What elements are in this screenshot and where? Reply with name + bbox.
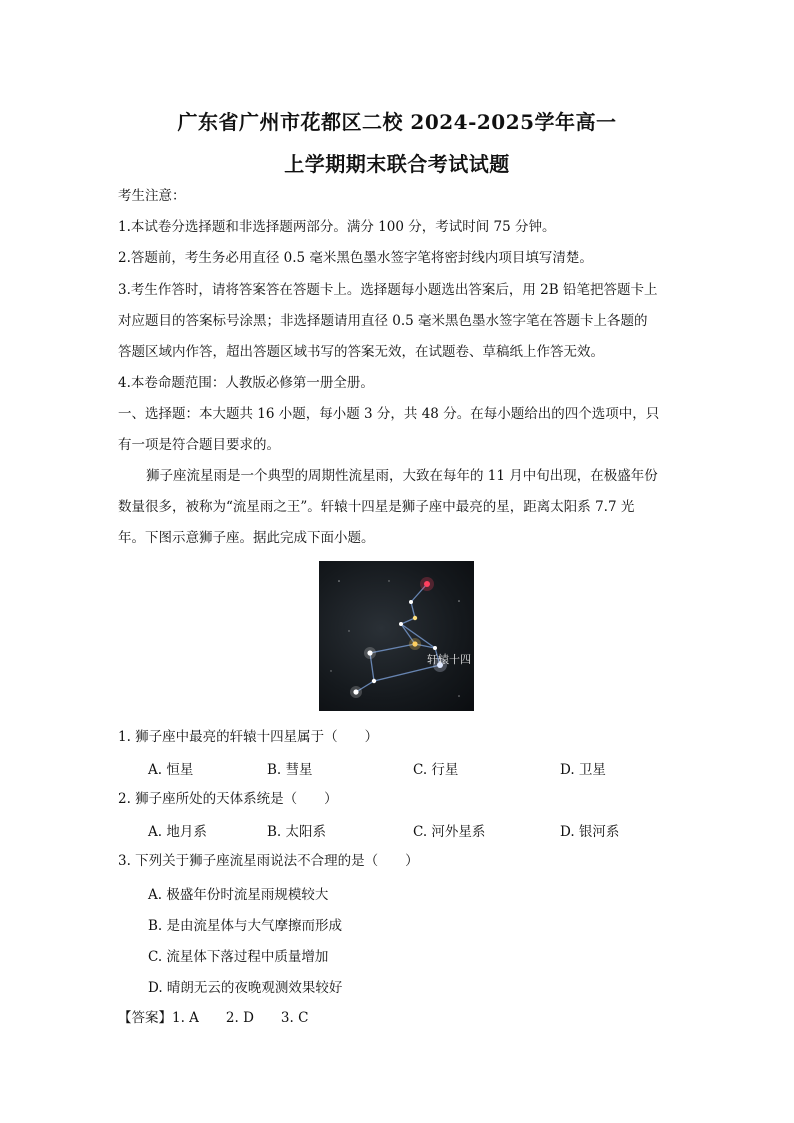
leo-constellation-image — [319, 561, 474, 711]
passage-line: 狮子座流星雨是一个典型的周期性流星雨，大致在每年的 11 月中旬出现，在极盛年份 — [146, 468, 658, 484]
q1-option-b[interactable]: B. 彗星 — [267, 762, 313, 778]
constellation-diagram — [319, 561, 474, 711]
regulus-label: 轩辕十四 — [427, 653, 471, 666]
passage-line: 数量很多，被称为“流星雨之王”。轩辕十四星是狮子座中最亮的星，距离太阳系 7.7 光 — [118, 499, 635, 515]
question-2-stem: 2. 狮子座所处的天体系统是（ ） — [118, 791, 338, 807]
q3-option-b[interactable]: B. 是由流星体与大气摩擦而形成 — [148, 918, 343, 934]
notice-item: 2.答题前，考生务必用直径 0.5 毫米黑色墨水签字笔将密封线内项目填写清楚。 — [118, 250, 593, 266]
notice-item: 3.考生作答时，请将答案答在答题卡上。选择题每小题选出答案后，用 2B 铅笔把答题卡上 — [118, 282, 658, 298]
q1-option-a[interactable]: A. 恒星 — [148, 762, 194, 778]
q1-option-c[interactable]: C. 行星 — [413, 762, 459, 778]
answer-key: 【答案】1. A 2. D 3. C — [118, 1010, 309, 1026]
section-heading: 一、选择题：本大题共 16 小题，每小题 3 分，共 48 分。在每小题给出的四个选项中，只 — [118, 406, 660, 422]
q1-option-d[interactable]: D. 卫星 — [560, 762, 606, 778]
question-3-stem: 3. 下列关于狮子座流星雨说法不合理的是（ ） — [118, 853, 419, 869]
question-1-stem: 1. 狮子座中最亮的轩辕十四星属于（ ） — [118, 729, 379, 745]
notice-heading: 考生注意： — [118, 188, 186, 204]
notice-item: 4.本卷命题范围：人教版必修第一册全册。 — [118, 375, 374, 391]
q2-option-d[interactable]: D. 银河系 — [560, 824, 620, 840]
q3-option-a[interactable]: A. 极盛年份时流星雨规模较大 — [148, 887, 329, 903]
notice-item: 对应题目的答案标号涂黑；非选择题请用直径 0.5 毫米黑色墨水签字笔在答题卡上各题的 — [118, 313, 648, 329]
q2-option-a[interactable]: A. 地月系 — [148, 824, 207, 840]
exam-title-line2: 上学期期末联合考试试题 — [284, 152, 510, 176]
q2-option-b[interactable]: B. 太阳系 — [267, 824, 327, 840]
q2-option-c[interactable]: C. 河外星系 — [413, 824, 486, 840]
q3-option-d[interactable]: D. 晴朗无云的夜晚观测效果较好 — [148, 980, 343, 996]
exam-title-line1: 广东省广州市花都区二校 2024-2025学年高一 — [177, 110, 617, 134]
passage-line: 年。下图示意狮子座。据此完成下面小题。 — [118, 530, 375, 546]
notice-item: 答题区域内作答，超出答题区域书写的答案无效，在试题卷、草稿纸上作答无效。 — [118, 344, 604, 360]
notice-item: 1.本试卷分选择题和非选择题两部分。满分 100 分，考试时间 75 分钟。 — [118, 219, 556, 235]
q3-option-c[interactable]: C. 流星体下落过程中质量增加 — [148, 949, 329, 965]
section-heading-cont: 有一项是符合题目要求的。 — [118, 437, 280, 453]
